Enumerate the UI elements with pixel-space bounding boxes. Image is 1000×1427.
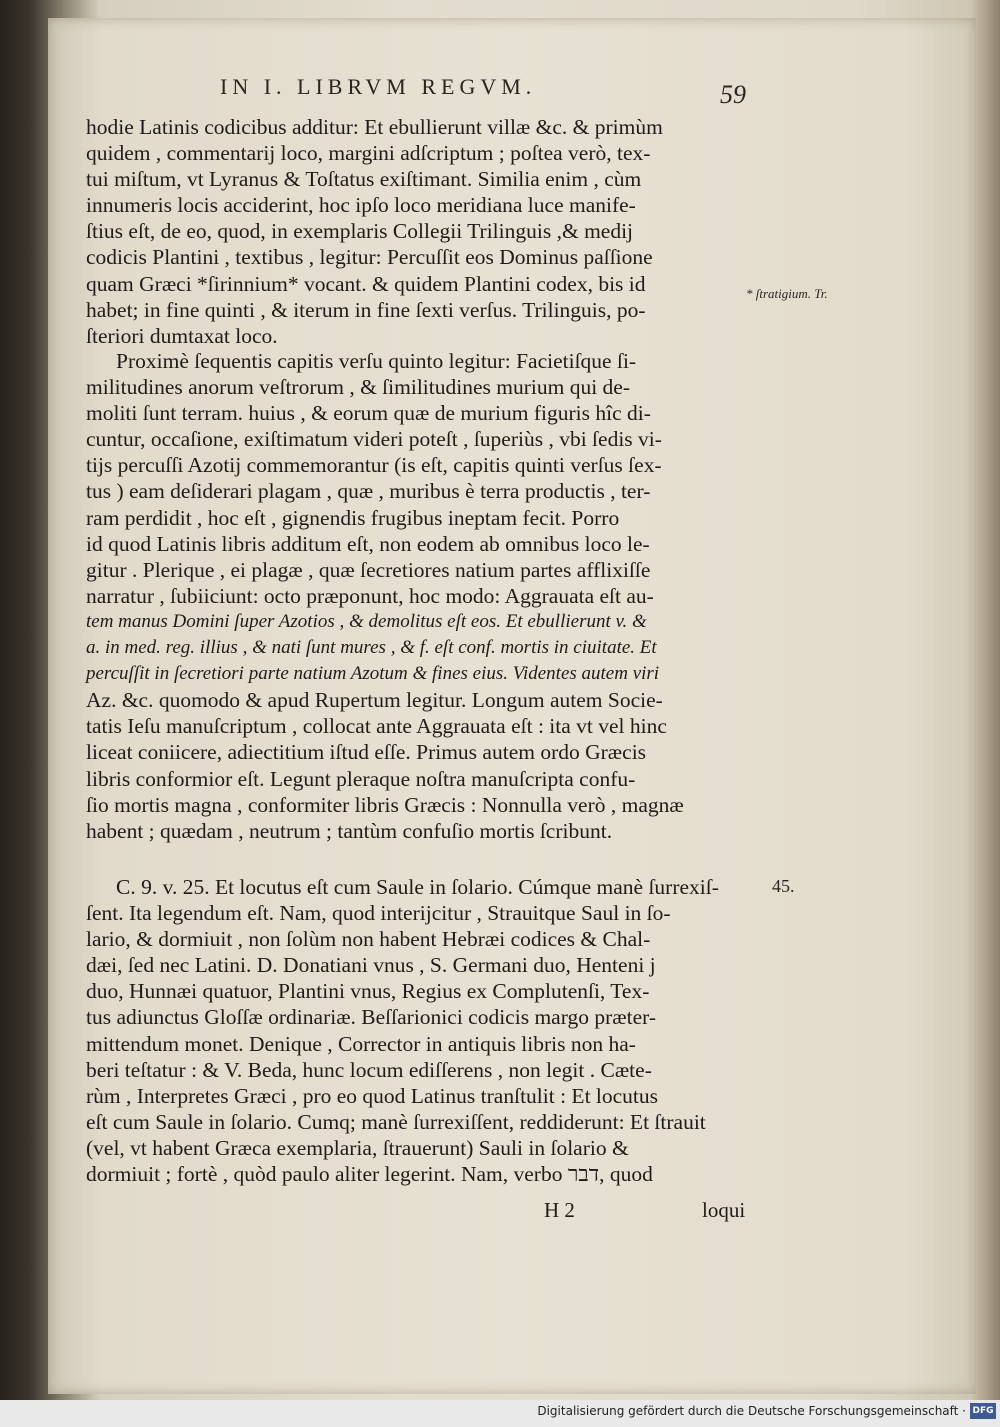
text-line: ram perdidit , hoc eſt , gignendis frugibus ineptam fecit. Porro [86,505,620,530]
text-line: dæi, ſed nec Latini. D. Donatiani vnus , S. Germani duo, Henteni j [86,953,656,978]
text-line: tui miſtum, vt Lyranus & Toſtatus exiſtimant. Similia enim , cùm [86,167,642,192]
margin-note: * ſtratigium. Tr. [746,286,828,301]
text-line: tatis Ieſu manuſcriptum , collocat ante Aggrauata eſt : ita vt vel hinc [86,714,667,739]
text-line: ſteriori dumtaxat loco. [86,323,278,348]
text-line: ſtius eſt, de eo, quod, in exemplaris Collegii Trilinguis ,& medij [86,219,634,244]
text-line: quam Græci *ſirinnium* vocant. & quidem Plantini codex, bis id [86,271,646,296]
text-line: duo, Hunnæi quatuor, Plantini vnus, Regius ex Complutenſi, Tex- [86,979,650,1004]
dfg-logo[interactable]: DFG [970,1403,996,1419]
text-line: habent ; quædam , neutrum ; tantùm confuſio mortis ſcribunt. [86,818,613,843]
text-line: liceat coniicere, adiectitium iſtud eſſe. Primus autem ordo Græcis [86,740,647,765]
text-line: a. in med. reg. illius , & nati ſunt mures , & f. eſt conf. mortis in ciuitate. Et [86,637,657,659]
catchword: loqui [702,1198,746,1222]
text-line: codicis Plantini , textibus , legitur: Percuſſit eos Dominus paſſione [86,245,653,270]
text-line: beri teſtatur : & V. Beda, hunc locum ediſſerens , non legit . Cæte- [86,1057,652,1082]
text-line: Az. &c. quomodo & apud Rupertum legitur. Longum autem Socie- [86,688,663,713]
text-line: hodie Latinis codicibus additur: Et ebullierunt villæ &c. & primùm [86,115,663,139]
text-line: moliti ſunt terram. huius , & eorum quæ de murium figuris hîc di- [86,401,651,426]
text-line: quidem , commentarij loco, margini adſcriptum ; poſtea verò, tex- [86,141,651,166]
text-line: mittendum monet. Denique , Corrector in antiquis libris non ha- [86,1031,636,1056]
text-line: percuſſit in ſecretiori parte natium Azotum & fines eius. Videntes autem viri [86,663,660,685]
text-line: habet; in fine quinti , & iterum in fine ſexti verſus. Trilinguis, po- [86,297,646,322]
text-line: dormiuit ; fortè , quòd paulo aliter legerint. Nam, verbo דבר, quod [86,1162,653,1187]
text-line: C. 9. v. 25. Et locutus eſt cum Saule in ſolario. Cúmque manè ſurrexiſ- [116,875,719,899]
text-line: (vel, vt habent Græca exemplaria, ſtrauerunt) Sauli in ſolario & [86,1135,629,1160]
text-line: id quod Latinis libris additum eſt, non eodem ab omnibus loco le- [86,531,650,556]
text-line: Proximè ſequentis capitis verſu quinto legitur: Facietiſque ſi- [116,349,637,373]
text-line: militudines anorum veſtrorum , & ſimilitudines murium qui de- [86,375,631,400]
page-number: 59 [720,80,746,109]
paragraph-2 [86,348,746,844]
text-line: ſio mortis magna , conformiter libris Græcis : Nonnulla verò , magnæ [86,792,684,817]
text-line: tus adiunctus Gloſſæ ordinariæ. Beſſarionici codicis margo præter- [86,1005,657,1030]
margin-verse-number: 45. [772,876,795,896]
text-line: tus ) eam deſiderari plagam , quæ , muribus è terra productis , ter- [86,479,651,504]
signature-mark: H 2 [544,1198,575,1222]
text-line: rùm , Interpretes Græci , pro eo quod Latinus tranſtulit : Et locutus [86,1083,659,1108]
text-line: libris conformior eſt. Legunt pleraque noſtra manuſcripta confu- [86,766,636,791]
text-line: lario, & dormiuit , non ſolùm non habent Hebræi codices & Chal- [86,927,651,952]
text-line: cuntur, occaſione, exiſtimatum videri poteſt , ſuperiùs , vbi ſedis vi- [86,427,662,452]
running-head: IN I. LIBRVM REGVM. [220,74,537,99]
paragraph-3 [86,874,746,1187]
paragraph-1 [86,114,746,349]
text-line: innumeris locis acciderint, hoc ipſo loco meridiana luce manife- [86,193,636,218]
text-line: tem manus Domini ſuper Azotios , & demolitus eſt eos. Et ebullierunt v. & [86,610,647,632]
text-line: narratur , ſubiiciunt: octo præponunt, hoc modo: Aggrauata eſt au- [86,583,654,608]
text-line: eſt cum Saule in ſolario. Cumq; manè ſurrexiſſent, reddiderunt: Et ſtrauit [86,1109,706,1134]
text-line: tijs percuſſi Azotij commemorantur (is eſt, capitis quinti verſus ſex- [86,453,662,478]
funding-credit: Digitalisierung gefördert durch die Deutsche Forschungsgemeinschaft · [537,1404,966,1418]
text-line: gitur . Plerique , ei plagæ , quæ ſecretiores natium partes afflixiſſe [86,557,651,582]
text-line: ſent. Ita legendum eſt. Nam, quod interijcitur , Strauitque Saul in ſo- [86,901,671,926]
